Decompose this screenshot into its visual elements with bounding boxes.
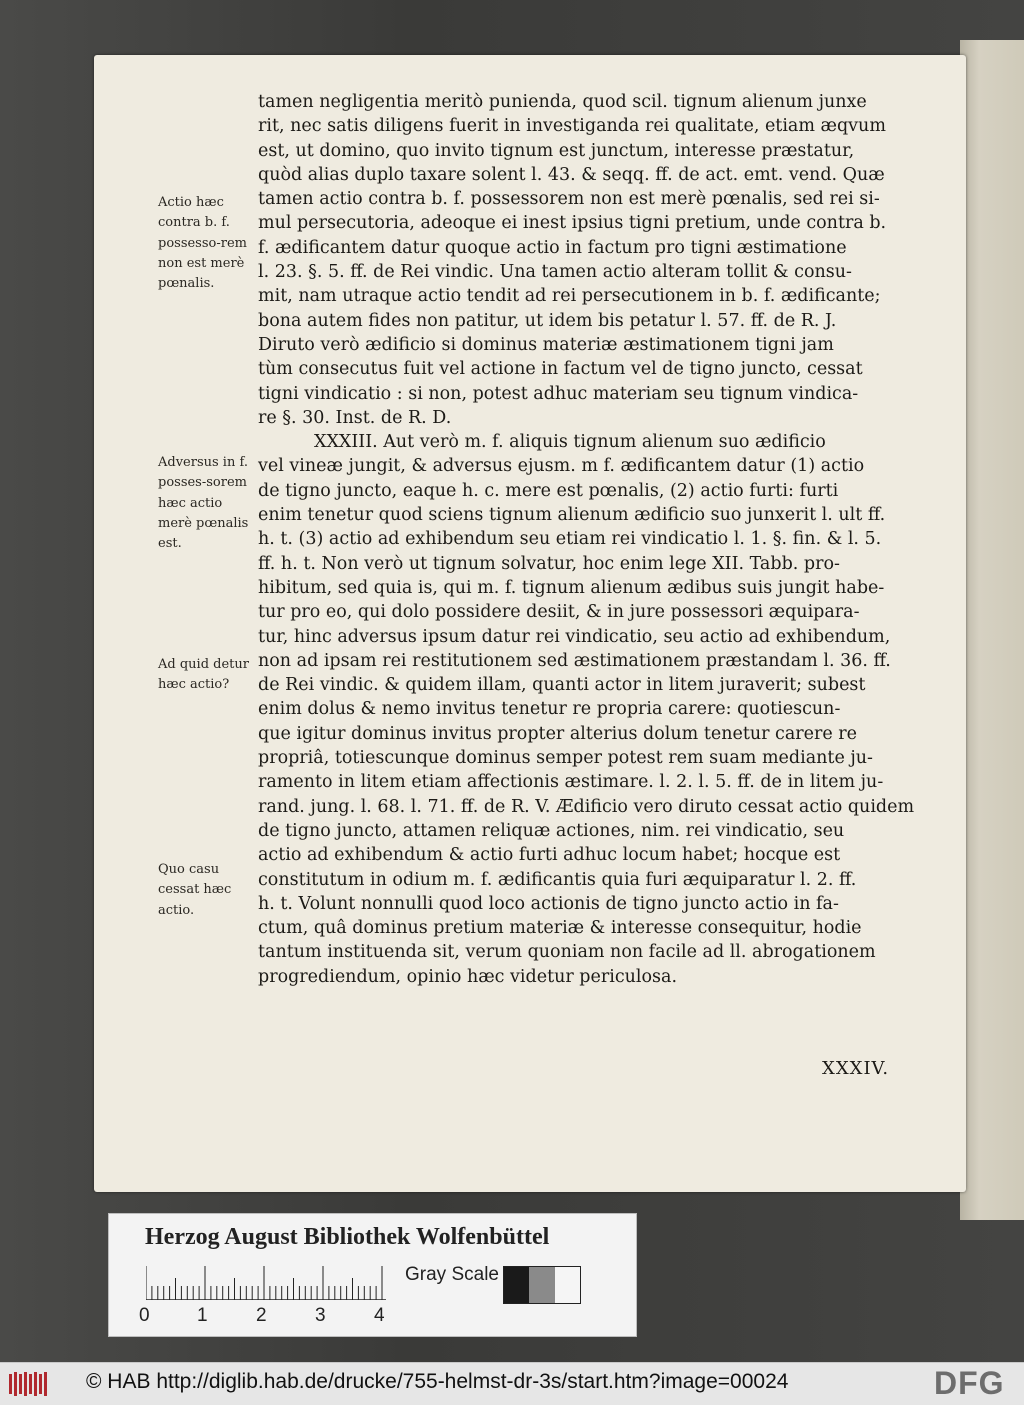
text-line: mit, nam utraque actio tendit ad rei persecutionem in b. f. ædificante; [258, 286, 881, 307]
text-line: ctum, quâ dominus pretium materiæ & interesse consequitur, hodie [258, 918, 862, 939]
page-body-text [258, 90, 918, 989]
text-line: bona autem fides non patitur, ut idem bis petatur l. 57. ff. de R. J. [258, 310, 837, 331]
footer-bar [0, 1362, 1024, 1405]
text-line: tur pro eo, qui dolo possidere desiit, & in jure possessori æquipara- [258, 602, 860, 623]
ruler-number: 2 [256, 1305, 267, 1326]
text-line: l. 23. §. 5. ff. de Rei vindic. Una tamen actio alteram tollit & consu- [258, 262, 852, 283]
copyright-url[interactable]: © HAB http://diglib.hab.de/drucke/755-helmst-dr-3s/start.htm?image=00024 [86, 1370, 789, 1393]
text-line: propriâ, totiescunque dominus semper potest rem suam mediante ju- [258, 748, 873, 769]
gray-scale-swatches [503, 1266, 581, 1304]
text-line: tùm consecutus fuit vel actione in factum vel de tigno juncto, cessat [258, 359, 863, 380]
section-heading-line: XXXIII. Aut verò m. f. aliquis tignum alienum suo ædificio [314, 432, 826, 453]
text-line: de Rei vindic. & quidem illam, quanti actor in litem juraverit; subest [258, 675, 866, 696]
text-line: est, ut domino, quo invito tignum est junctum, interesse præstatur, [258, 140, 855, 161]
next-page-edge [960, 40, 1024, 1220]
text-line: que igitur dominus invitus propter alterius dolum tenetur carere re [258, 723, 858, 744]
text-line: vel vineæ jungit, & adversus ejusm. m f. ædificantem datur (1) actio [258, 456, 865, 477]
text-line: ff. h. t. Non verò ut tignum solvatur, hoc enim lege XII. Tabb. pro- [258, 553, 840, 574]
library-label-card [108, 1213, 637, 1337]
text-line: rand. jung. l. 68. l. 71. ff. de R. V. Ædificio vero diruto cessat actio quidem [258, 796, 915, 817]
library-name: Herzog August Bibliothek Wolfenbüttel [145, 1224, 550, 1250]
text-line: ramento in litem etiam affectionis æstimare. l. 2. l. 5. ff. de in litem ju- [258, 772, 884, 793]
swatch-white [555, 1267, 580, 1303]
margin-note: Actio hæc contra b. f. possesso-rem non est merè pœnalis. [158, 195, 247, 292]
text-line: hibitum, sed quia is, qui m. f. tignum alienum ædibus suis jungit habe- [258, 577, 885, 598]
text-line: quòd alias duplo taxare solent l. 43. & seqq. ff. de act. emt. vend. Quæ [258, 164, 885, 185]
text-line: tamen actio contra b. f. possessorem non est merè pœnalis, sed rei si- [258, 189, 880, 210]
ruler-number: 1 [197, 1305, 208, 1326]
text-line: constitutum in odium m. f. ædificantis quia furi æquiparatur l. 2. ff. [258, 869, 857, 890]
text-line: h. t. Volunt nonnulli quod loco actionis de tigno juncto actio in fa- [258, 893, 839, 914]
text-line: actio ad exhibendum & actio furti adhuc locum habet; hocque est [258, 845, 841, 866]
text-line: enim tenetur quod sciens tignum alienum ædificio suo junxerit l. ult ff. [258, 505, 886, 526]
text-line: progrediendum, opinio hæc videtur periculosa. [258, 966, 678, 987]
text-line: mul persecutoria, adeoque ei inest ipsius tigni pretium, unde contra b. [258, 213, 887, 234]
text-line: tantum instituenda sit, verum quoniam non facile ad ll. abrogationem [258, 942, 876, 963]
ruler-number: 0 [139, 1305, 150, 1326]
catchword: XXXIV. [822, 1058, 890, 1079]
text-line: h. t. (3) actio ad exhibendum seu etiam rei vindicatio l. 1. §. fin. & l. 5. [258, 529, 882, 550]
ruler-number: 3 [315, 1305, 326, 1326]
text-line: de tigno juncto, attamen reliquæ actiones, nim. rei vindicatio, seu [258, 820, 845, 841]
text-line: de tigno juncto, eaque h. c. mere est pœnalis, (2) actio furti: furti [258, 480, 839, 501]
ruler-number: 4 [374, 1305, 385, 1326]
text-line: tamen negligentia meritò punienda, quod scil. tignum alienum junxe [258, 92, 867, 112]
hab-logo-icon [8, 1371, 48, 1397]
swatch-black [504, 1267, 529, 1303]
margin-note: Adversus in f. posses-sorem hæc actio merè pœnalis est. [158, 455, 249, 552]
dfg-logo: DFG [934, 1365, 1005, 1401]
gray-scale-label: Gray Scale [405, 1264, 499, 1285]
text-line: f. ædificantem datur quoque actio in factum pro tigni æstimatione [258, 237, 847, 258]
text-line: Diruto verò ædificio si dominus materiæ æstimationem tigni jam [258, 334, 834, 355]
text-line: tigni vindicatio : si non, potest adhuc materiam seu tignum vindica- [258, 383, 859, 404]
ruler-numbers [139, 1305, 399, 1329]
ruler-scale [146, 1266, 386, 1300]
text-line: enim dolus & nemo invitus tenetur re propria carere: quotiescun- [258, 699, 841, 720]
text-line: rit, nec satis diligens fuerit in investiganda rei qualitate, etiam æqvum [258, 116, 886, 137]
margin-note: Quo casu cessat hæc actio. [158, 862, 232, 918]
swatch-gray [529, 1267, 554, 1303]
text-line: tur, hinc adversus ipsum datur rei vindicatio, seu actio ad exhibendum, [258, 626, 891, 647]
text-line: re §. 30. Inst. de R. D. [258, 407, 452, 428]
text-line: non ad ipsam rei restitutionem sed æstimationem præstandam l. 36. ff. [258, 650, 891, 671]
margin-note: Ad quid detur hæc actio? [158, 657, 249, 693]
